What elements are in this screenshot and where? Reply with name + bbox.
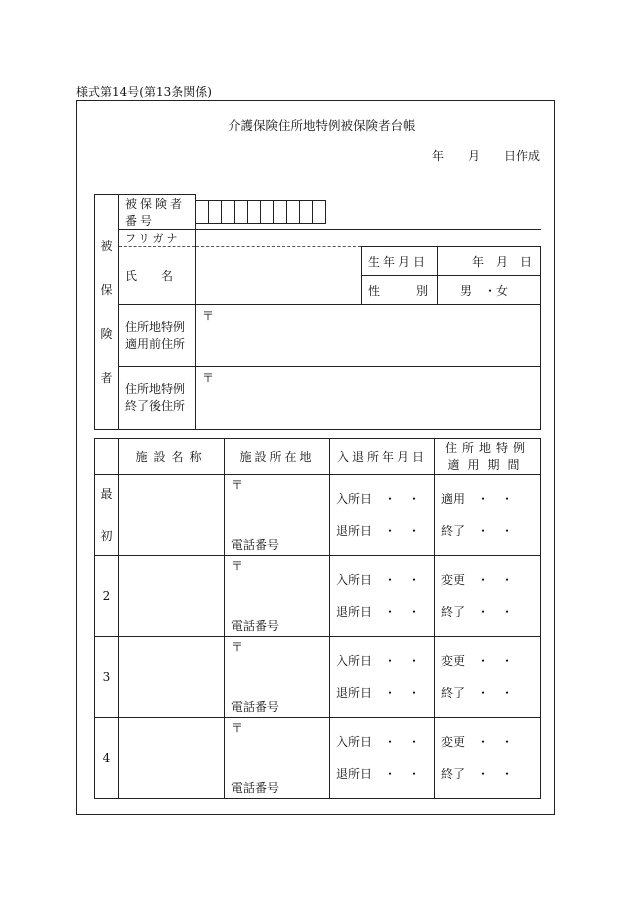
addr-after-field[interactable]	[196, 367, 541, 430]
period-end: 終了 ・ ・	[441, 767, 514, 781]
row-label: 2	[95, 556, 119, 637]
period-end: 終了 ・ ・	[441, 605, 514, 619]
header-facility-name: 施設名称	[119, 439, 225, 475]
form-title: 介護保険住所地特例被保険者台帳	[228, 118, 416, 133]
insured-number-field[interactable]	[196, 195, 541, 230]
insured-side-label	[95, 195, 119, 430]
facility-location-field[interactable]	[225, 637, 330, 718]
addr-before-label	[119, 305, 196, 367]
period-start: 変更 ・ ・	[441, 573, 514, 587]
addr-after-label-line: 住所地特例	[125, 382, 186, 397]
row-label	[95, 475, 119, 556]
postal-mark: 〒	[202, 371, 215, 385]
out-date: 退所日 ・ ・	[336, 605, 421, 619]
side-char: 保	[100, 283, 113, 297]
row-label: 4	[95, 718, 119, 799]
facility-name-field[interactable]	[119, 556, 225, 637]
facility-name-field[interactable]	[119, 637, 225, 718]
period-cell[interactable]	[435, 718, 541, 799]
period-end: 終了 ・ ・	[441, 686, 514, 700]
period-cell[interactable]	[435, 475, 541, 556]
insured-table	[94, 194, 541, 430]
in-date: 入所日 ・ ・	[336, 492, 421, 506]
in-date: 入所日 ・ ・	[336, 573, 421, 587]
table-row	[95, 556, 541, 637]
phone-label: 電話番号	[231, 781, 280, 795]
header-period-line: 適用期間	[447, 457, 528, 472]
header-period	[435, 439, 541, 475]
dates-cell[interactable]	[330, 475, 435, 556]
period-start: 変更 ・ ・	[441, 735, 514, 749]
period-cell[interactable]	[435, 556, 541, 637]
addr-after-label	[119, 367, 196, 430]
header-period-line: 住所地特例	[444, 441, 530, 456]
postal-mark: 〒	[231, 478, 244, 492]
dates-cell[interactable]	[330, 556, 435, 637]
insured-number-label: 被保険者番号	[119, 195, 196, 230]
facility-location-field[interactable]	[225, 718, 330, 799]
period-cell[interactable]	[435, 637, 541, 718]
facility-name-field[interactable]	[119, 718, 225, 799]
table-row	[95, 637, 541, 718]
facility-location-field[interactable]	[225, 475, 330, 556]
side-char: 被	[100, 239, 113, 253]
in-date: 入所日 ・ ・	[336, 735, 421, 749]
table-row	[95, 718, 541, 799]
addr-before-label-line: 適用前住所	[125, 336, 186, 351]
dates-cell[interactable]	[330, 637, 435, 718]
addr-before-field[interactable]	[196, 305, 541, 367]
period-end: 終了 ・ ・	[441, 524, 514, 538]
row-label: 3	[95, 637, 119, 718]
facility-location-field[interactable]	[225, 556, 330, 637]
addr-before-label-line: 住所地特例	[125, 319, 186, 334]
furigana-label: フリガナ	[119, 230, 196, 247]
side-char: 者	[100, 371, 113, 385]
header-facility-location: 施設所在地	[225, 439, 330, 475]
out-date: 退所日 ・ ・	[336, 686, 421, 700]
addr-after-label-line: 終了後住所	[125, 399, 186, 413]
facility-table	[94, 438, 541, 799]
table-row	[95, 475, 541, 556]
phone-label: 電話番号	[231, 619, 280, 633]
postal-mark: 〒	[202, 309, 215, 323]
in-date: 入所日 ・ ・	[336, 654, 421, 668]
row-label-line: 最	[100, 487, 113, 501]
out-date: 退所日 ・ ・	[336, 767, 421, 781]
header-dates: 入退所年月日	[330, 439, 435, 475]
furigana-field[interactable]	[196, 230, 541, 247]
period-start: 変更 ・ ・	[441, 654, 514, 668]
form-number: 様式第14号(第13条関係)	[76, 85, 212, 99]
side-char: 険	[100, 327, 113, 341]
postal-mark: 〒	[231, 721, 244, 735]
name-field[interactable]	[196, 247, 362, 305]
facility-name-field[interactable]	[119, 475, 225, 556]
phone-label: 電話番号	[231, 700, 280, 714]
period-start: 適用 ・ ・	[441, 492, 514, 506]
gender-value[interactable]: 男 ・女	[438, 276, 541, 305]
phone-label: 電話番号	[231, 538, 280, 552]
row-label-line: 初	[100, 529, 113, 543]
out-date: 退所日 ・ ・	[336, 524, 421, 538]
name-label: 氏 名	[119, 247, 196, 305]
dates-cell[interactable]	[330, 718, 435, 799]
postal-mark: 〒	[231, 640, 244, 654]
postal-mark: 〒	[231, 559, 244, 573]
header-blank	[95, 439, 119, 475]
birth-label: 生年月日	[362, 247, 438, 276]
birth-value[interactable]: 年 月 日	[438, 247, 541, 276]
gender-label: 性 別	[362, 276, 438, 305]
insured-number-boxes	[196, 200, 541, 224]
date-created: 年 月 日作成	[432, 149, 541, 163]
